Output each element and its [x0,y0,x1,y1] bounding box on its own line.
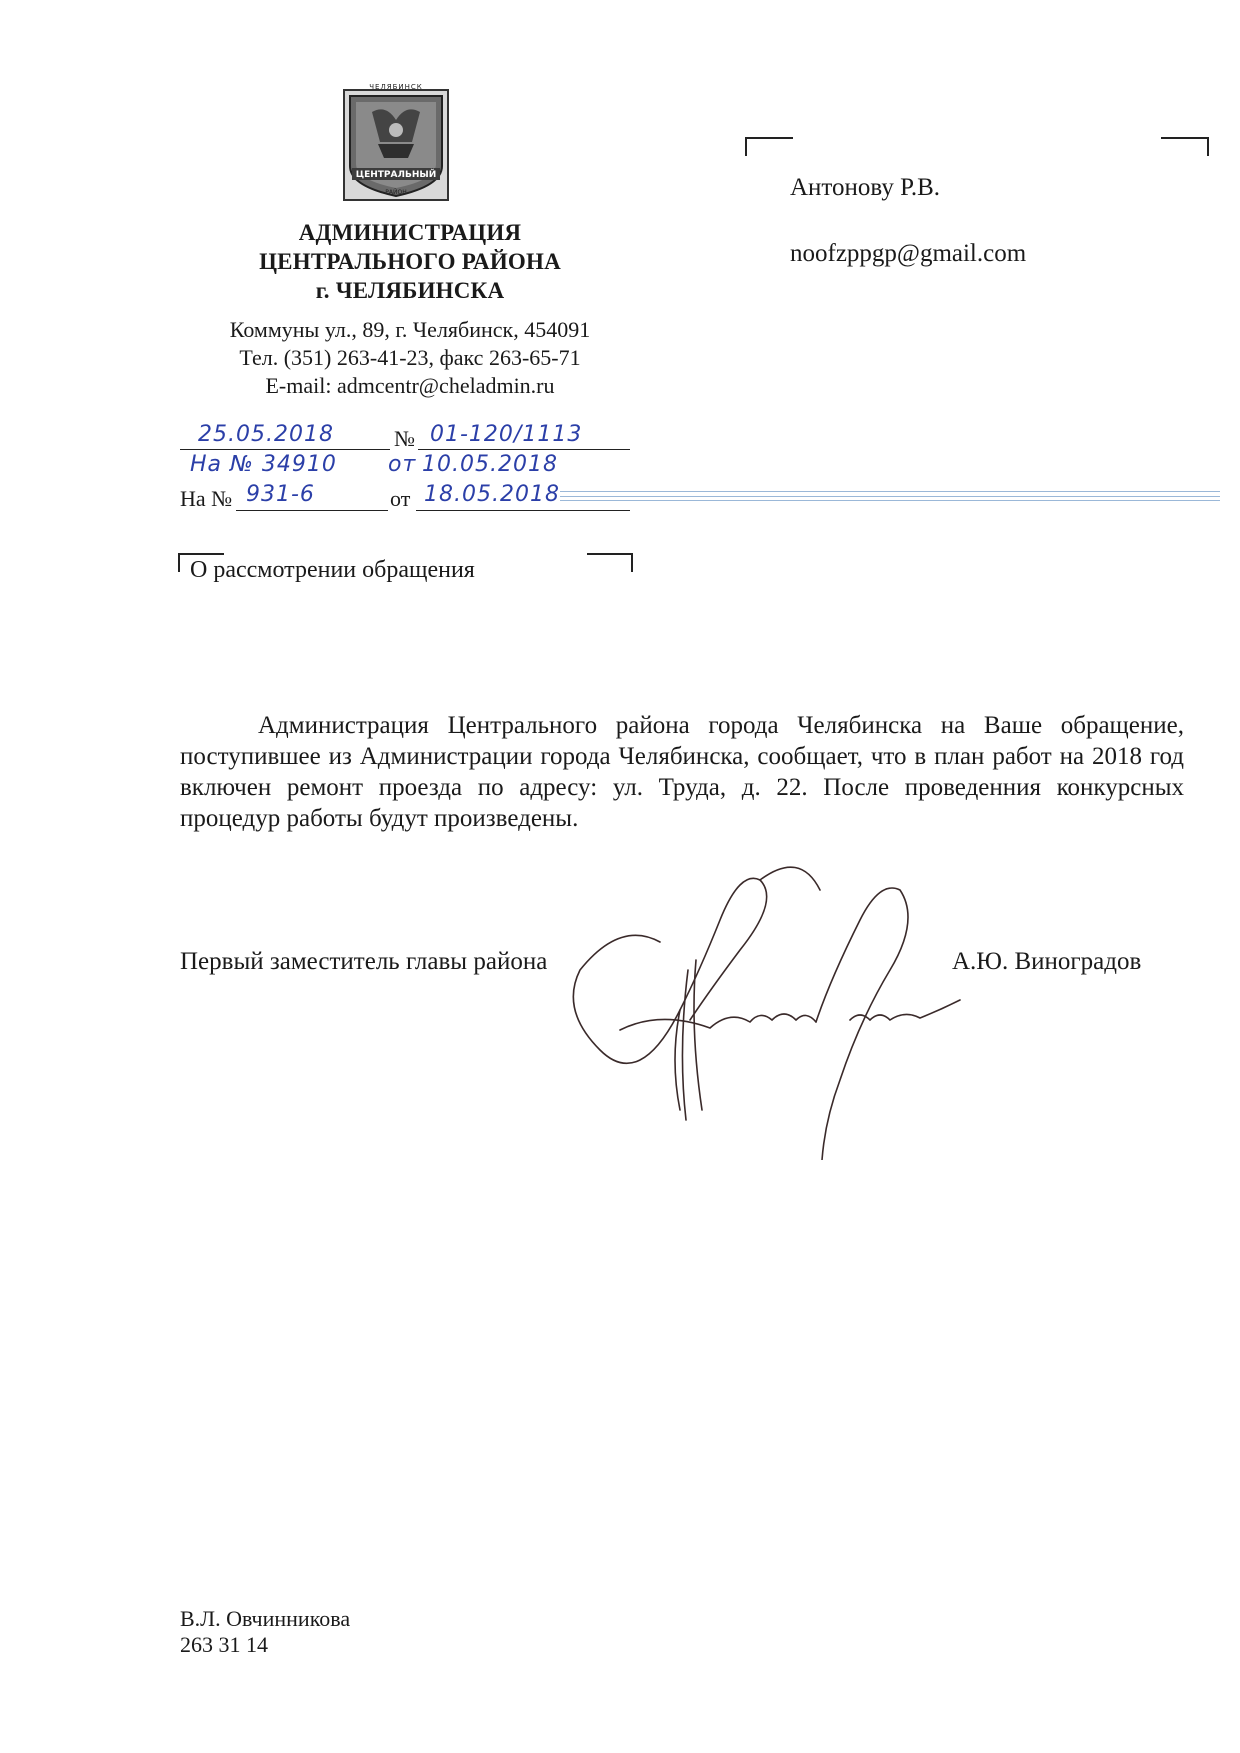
body-text [180,710,1184,834]
addressee-email: noofzppgp@gmail.com [790,240,1027,267]
emblem-bottom-text: РАЙОН [385,189,407,196]
emblem-top-text: ЧЕЛЯБИНСК [369,83,423,91]
org-phone: Тел. (351) 263-41-23, факс 263-65-71 [239,345,581,370]
org-name-line3: г. ЧЕЛЯБИНСКА [315,278,505,303]
org-address: Коммуны ул., 89, г. Челябинск, 454091 [229,317,591,342]
ref1-label: На № 34910 [190,452,337,477]
emblem-band-text: ЦЕНТРАЛЬНЫЙ [355,170,437,180]
registration-block [180,420,630,530]
signatory-title: Первый заместитель главы района [180,948,548,975]
reg-number-label: № [394,426,415,451]
addressee-corner-right [1160,137,1210,157]
subject-corner-right [586,553,636,573]
ref2-label: На № [180,486,233,511]
org-name-line2: ЦЕНТРАЛЬНОГО РАЙОНА [259,249,561,274]
reg-date: 25.05.2018 [198,422,334,447]
ref1-from-label: от [388,452,417,477]
emblem-icon [342,82,450,202]
subject: О рассмотрении обращения [190,557,475,583]
signatory-name: А.Ю. Виноградов [952,948,1142,975]
executor-name: В.Л. Овчинникова [180,1606,351,1631]
addressee-corner-left [745,137,795,157]
org-email: E-mail: admcentr@cheladmin.ru [265,373,555,398]
ref2-date: 18.05.2018 [424,482,560,507]
executor-phone: 263 31 14 [180,1632,268,1657]
ref2-number: 931-6 [246,482,315,507]
ref2-from-label: от [390,486,411,511]
body-paragraph: Администрация Центрального района города Челябинска на Ваше обращение, поступившее из Администрации города Челябинска, сообщает, что в план работ на 2018 год включен ремонт проезда по адресу: ул. Труда, д. 22. После проведенния конкурсных процедур работы будут произведены. [180,712,1184,832]
signature-graphic [560,860,980,1160]
addressee-name: Антонову Р.В. [790,174,941,201]
reg-number: 01-120/1113 [430,422,583,447]
org-name-line1: АДМИНИСТРАЦИЯ [298,220,522,245]
ref1-date: 10.05.2018 [422,452,558,477]
